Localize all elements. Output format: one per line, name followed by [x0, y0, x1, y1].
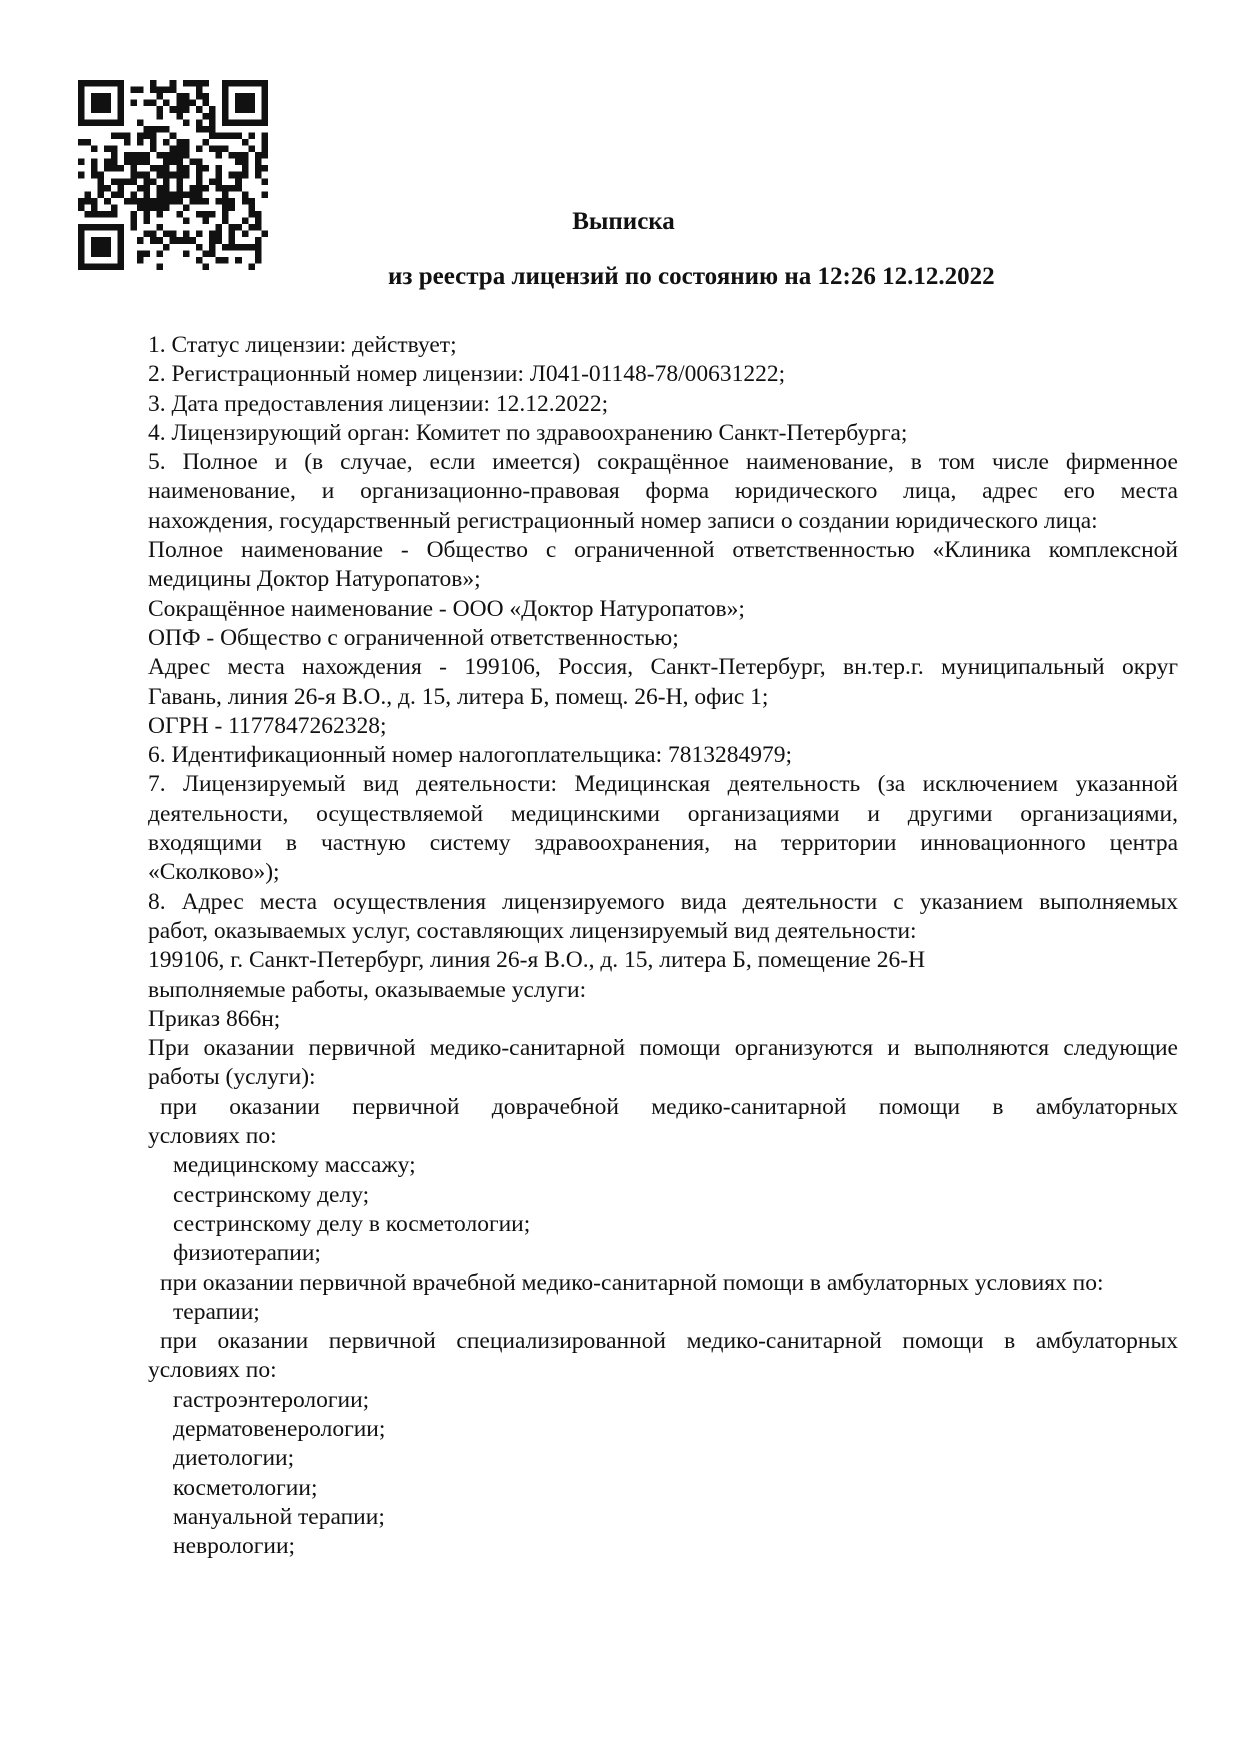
document-line: 6. Идентификационный номер налогоплательщика: 7813284979; — [148, 742, 793, 769]
document-line: медицинскому массажу; — [173, 1152, 416, 1179]
qr-code-icon — [78, 80, 268, 270]
document-line: Сокращённое наименование - ООО «Доктор Натуропатов»; — [148, 595, 745, 622]
document-line: гастроэнтерологии; — [173, 1386, 370, 1413]
document-line: работы (услуги): — [148, 1064, 316, 1091]
document-line: 5. Полное и (в случае, если имеется) сокращённое наименование, в том числе фирменное — [148, 449, 1178, 476]
document-line: Адрес места нахождения - 199106, Россия, Санкт-Петербург, вн.тер.г. муниципальный округ — [148, 654, 1178, 681]
document-line: косметологии; — [173, 1474, 318, 1501]
document-line: Гавань, линия 26-я В.О., д. 15, литера Б, помещ. 26-Н, офис 1; — [148, 683, 769, 710]
document-line: при оказании первичной доврачебной медико-санитарной помощи в амбулаторных — [160, 1093, 1178, 1120]
document-line: ОПФ - Общество с ограниченной ответственностью; — [148, 624, 679, 651]
document-line: работ, оказываемых услуг, составляющих лицензируемый вид деятельности: — [148, 917, 917, 944]
document-line: дерматовенерологии; — [173, 1415, 386, 1442]
document-line: при оказании первичной специализированной медико-санитарной помощи в амбулаторных — [160, 1328, 1178, 1355]
document-line: неврологии; — [173, 1533, 296, 1560]
document-line: диетологии; — [173, 1445, 295, 1472]
document-line: ОГРН - 1177847262328; — [148, 712, 387, 739]
document-line: «Сколково»); — [148, 859, 280, 886]
document-line: 1. Статус лицензии: действует; — [148, 332, 457, 358]
document-line: деятельности, осуществляемой медицинскими организациями и другими организациями, — [148, 800, 1178, 827]
document-line: физиотерапии; — [173, 1240, 321, 1267]
document-line: сестринскому делу в косметологии; — [173, 1210, 531, 1237]
document-line: при оказании первичной врачебной медико-санитарной помощи в амбулаторных условиях по: — [160, 1269, 1104, 1296]
document-line: сестринскому делу; — [173, 1181, 370, 1208]
document-line: нахождения, государственный регистрационный номер записи о создании юридического лица: — [148, 507, 1098, 534]
document-line: Приказ 866н; — [148, 1005, 281, 1032]
document-line: 4. Лицензирующий орган: Комитет по здравоохранению Санкт-Петербурга; — [148, 419, 908, 446]
document-line: входящими в частную систему здравоохранения, на территории инновационного центра — [148, 830, 1178, 857]
document-line: терапии; — [173, 1298, 260, 1325]
document-line: 2. Регистрационный номер лицензии: Л041-01148-78/00631222; — [148, 361, 786, 388]
document-line: 3. Дата предоставления лицензии: 12.12.2022; — [148, 390, 609, 417]
document-line: условиях по: — [148, 1123, 277, 1150]
document-line: 8. Адрес места осуществления лицензируемого вида деятельности с указанием выполняемых — [148, 888, 1178, 915]
document-line: мануальной терапии; — [173, 1503, 385, 1530]
document-line: медицины Доктор Натуропатов»; — [148, 566, 481, 593]
document-subtitle: из реестра лицензий по состоянию на 12:26 12.12.2022 — [388, 263, 995, 290]
document-line: условиях по: — [148, 1357, 277, 1384]
document-title: Выписка — [572, 208, 675, 235]
document-line: наименование, и организационно-правовая форма юридического лица, адрес его места — [148, 478, 1178, 505]
document-line: выполняемые работы, оказываемые услуги: — [148, 976, 587, 1003]
license-details — [148, 331, 1178, 1561]
document-line: Полное наименование - Общество с ограниченной ответственностью «Клиника комплексной — [148, 537, 1178, 564]
document-line: При оказании первичной медико-санитарной помощи организуются и выполняются следующие — [148, 1035, 1178, 1062]
document-line: 7. Лицензируемый вид деятельности: Медицинская деятельность (за исключением указанной — [148, 771, 1178, 798]
document-line: 199106, г. Санкт-Петербург, линия 26-я В.О., д. 15, литера Б, помещение 26-Н — [148, 947, 926, 974]
